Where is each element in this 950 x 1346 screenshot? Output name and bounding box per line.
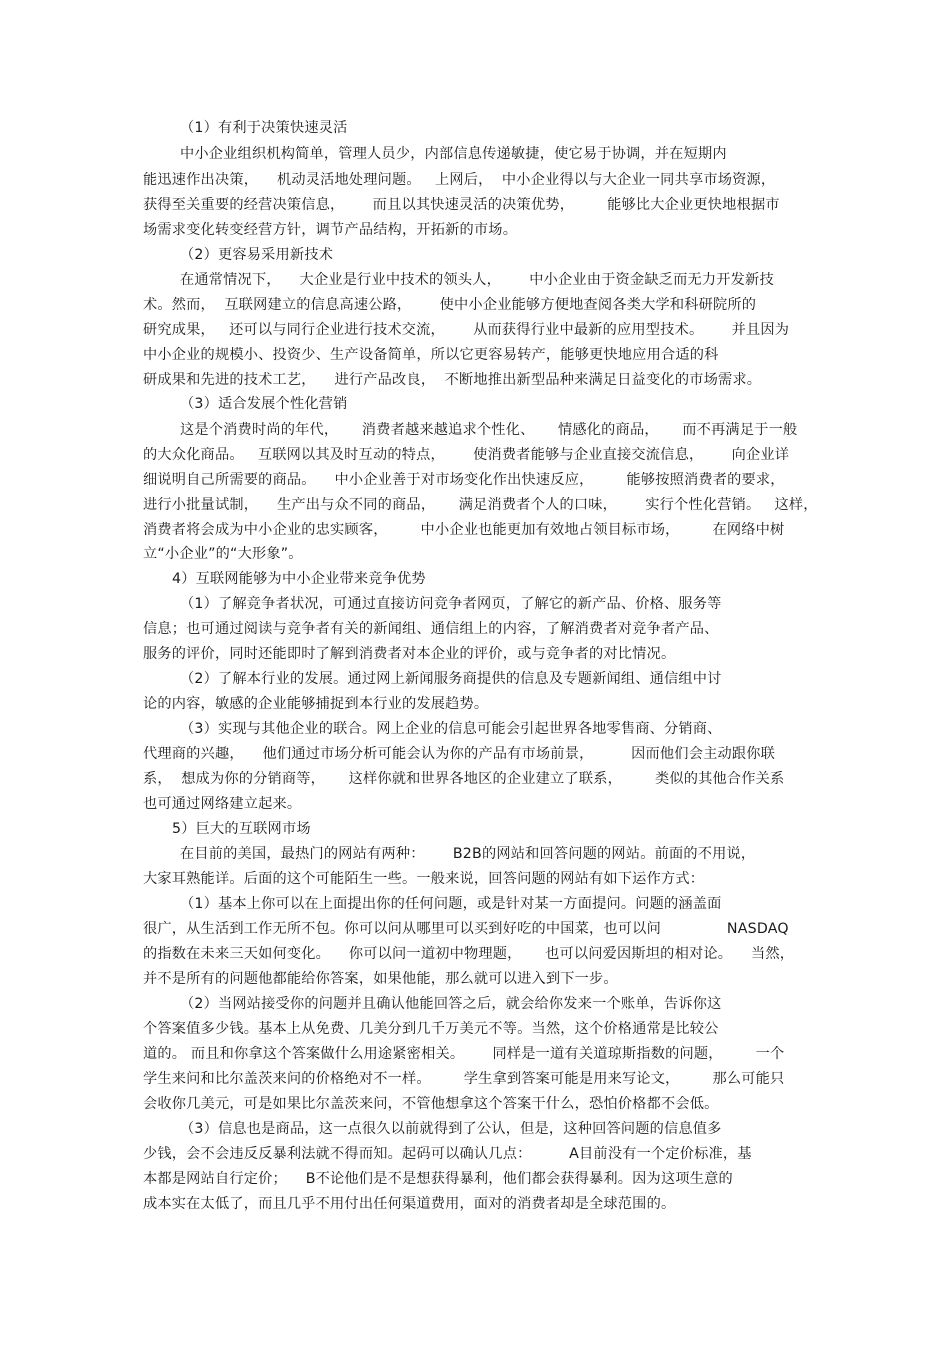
text-line: （3）信息也是商品，这一点很久以前就得到了公认，但是，这种回答问题的信息值多 — [180, 1121, 722, 1137]
text-line: 这是个消费时尚的年代， 消费者越来越追求个性化、 情感化的商品， 而不再满足于一般 — [180, 422, 798, 438]
text-line: 成本实在太低了，而且几乎不用付出任何渠道费用，面对的消费者却是全球范围的。 — [143, 1196, 676, 1212]
text-line: 场需求变化转变经营方针，调节产品结构，开拓新的市场。 — [143, 222, 518, 238]
text-line: （3）实现与其他企业的联合。网上企业的信息可能会引起世界各地零售商、分销商、 — [180, 721, 722, 737]
text-line: （3）适合发展个性化营销 — [180, 396, 348, 412]
text-line: 5）巨大的互联网市场 — [172, 821, 311, 837]
text-line: 研成果和先进的技术工艺， 进行产品改良， 不断地推出新型品种来满足日益变化的市场需求。 — [143, 372, 762, 388]
text-line: 的大众化商品。 互联网以其及时互动的特点， 使消费者能够与企业直接交流信息， 向企业详 — [143, 447, 790, 463]
text-line: 信息；也可通过阅读与竞争者有关的新闻组、通信组上的内容，了解消费者对竞争者产品、 — [143, 621, 719, 637]
text-line: （1）基本上你可以在上面提出你的任何问题，或是针对某一方面提问。问题的涵盖面 — [180, 896, 722, 912]
text-line: 很广，从生活到工作无所不包。你可以问从哪里可以买到好吃的中国菜，也可以问 NASDAQ — [143, 921, 789, 937]
text-line: 学生来问和比尔盖茨来问的价格绝对不一样。 学生拿到答案可能是用来写论文， 那么可能只 — [143, 1071, 785, 1087]
text-line: 消费者将会成为中小企业的忠实顾客， 中小企业也能更加有效地占领目标市场， 在网络中树 — [143, 522, 785, 538]
text-line: 少钱，会不会违反反暴利法就不得而知。起码可以确认几点： A目前没有一个定价标准，基 — [143, 1146, 752, 1162]
text-line: 4）互联网能够为中小企业带来竞争优势 — [172, 571, 426, 587]
text-line: 研究成果， 还可以与同行企业进行技术交流， 从而获得行业中最新的应用型技术。 并且因为 — [143, 322, 790, 338]
text-line: 进行小批量试制， 生产出与众不同的商品， 满足消费者个人的口味， 实行个性化营销。 这样， — [143, 497, 818, 513]
text-line: 代理商的兴趣， 他们通过市场分析可能会认为你的产品有市场前景， 因而他们会主动跟你联 — [143, 746, 776, 762]
text-line: 中小企业组织机构简单，管理人员少，内部信息传递敏捷，使它易于协调，并在短期内 — [180, 146, 727, 162]
text-line: 会收你几美元，可是如果比尔盖茨来问，不管他想拿这个答案干什么，恐怕价格都不会低。 — [143, 1096, 719, 1112]
text-line: 也可通过网络建立起来。 — [143, 796, 302, 812]
text-line: 术。然而， 互联网建立的信息高速公路， 使中小企业能够方便地查阅各类大学和科研院所的 — [143, 297, 757, 313]
text-line: 在通常情况下， 大企业是行业中技术的领头人， 中小企业由于资金缺乏而无力开发新技 — [180, 272, 774, 288]
text-line: 中小企业的规模小、投资少、生产设备简单，所以它更容易转产，能够更快地应用合适的科 — [143, 347, 719, 363]
text-line: （1）了解竞争者状况，可通过直接访问竞争者网页，了解它的新产品、价格、服务等 — [180, 596, 722, 612]
text-line: 获得至关重要的经营决策信息， 而且以其快速灵活的决策优势， 能够比大企业更快地根据市 — [143, 197, 780, 213]
text-line: 大家耳熟能详。后面的这个可能陌生一些。一般来说，回答问题的网站有如下运作方式： — [143, 871, 705, 887]
text-line: 的指数在未来三天如何变化。 你可以问一道初中物理题， 也可以问爱因斯坦的相对论。 当然， — [143, 946, 795, 962]
text-line: 服务的评价，同时还能即时了解到消费者对本企业的评价，或与竞争者的对比情况。 — [143, 646, 676, 662]
text-line: 个答案值多少钱。基本上从免费、几美分到几千万美元不等。当然，这个价格通常是比较公 — [143, 1021, 719, 1037]
text-line: 能迅速作出决策， 机动灵活地处理问题。 上网后， 中小企业得以与大企业一同共享市场资源， — [143, 172, 776, 188]
text-line: 并不是所有的问题他都能给你答案，如果他能，那么就可以进入到下一步。 — [143, 971, 618, 987]
text-line: 道的。 而且和你拿这个答案做什么用途紧密相关。 同样是一道有关道琼斯指数的问题， 一个 — [143, 1046, 785, 1062]
text-line: （2）了解本行业的发展。通过网上新闻服务商提供的信息及专题新闻组、通信组中讨 — [180, 671, 722, 687]
text-line: 在目前的美国，最热门的网站有两种： B2B的网站和回答问题的网站。前面的不用说， — [180, 846, 756, 862]
text-line: （2）更容易采用新技术 — [180, 247, 334, 263]
text-line: （2）当网站接受你的问题并且确认他能回答之后，就会给你发来一个账单，告诉你这 — [180, 996, 722, 1012]
text-line: 论的内容，敏感的企业能够捕捉到本行业的发展趋势。 — [143, 696, 489, 712]
text-line: 系， 想成为你的分销商等， 这样你就和世界各地区的企业建立了联系， 类似的其他合作关系 — [143, 771, 785, 787]
text-line: 立“小企业”的“大形象”。 — [143, 546, 303, 562]
text-line: 本都是网站自行定价； B不论他们是不是想获得暴利，他们都会获得暴利。因为这项生意的 — [143, 1171, 733, 1187]
text-line: （1）有利于决策快速灵活 — [180, 120, 348, 136]
text-line: 细说明自己所需要的商品。 中小企业善于对市场变化作出快速反应， 能够按照消费者的要求， — [143, 472, 785, 488]
